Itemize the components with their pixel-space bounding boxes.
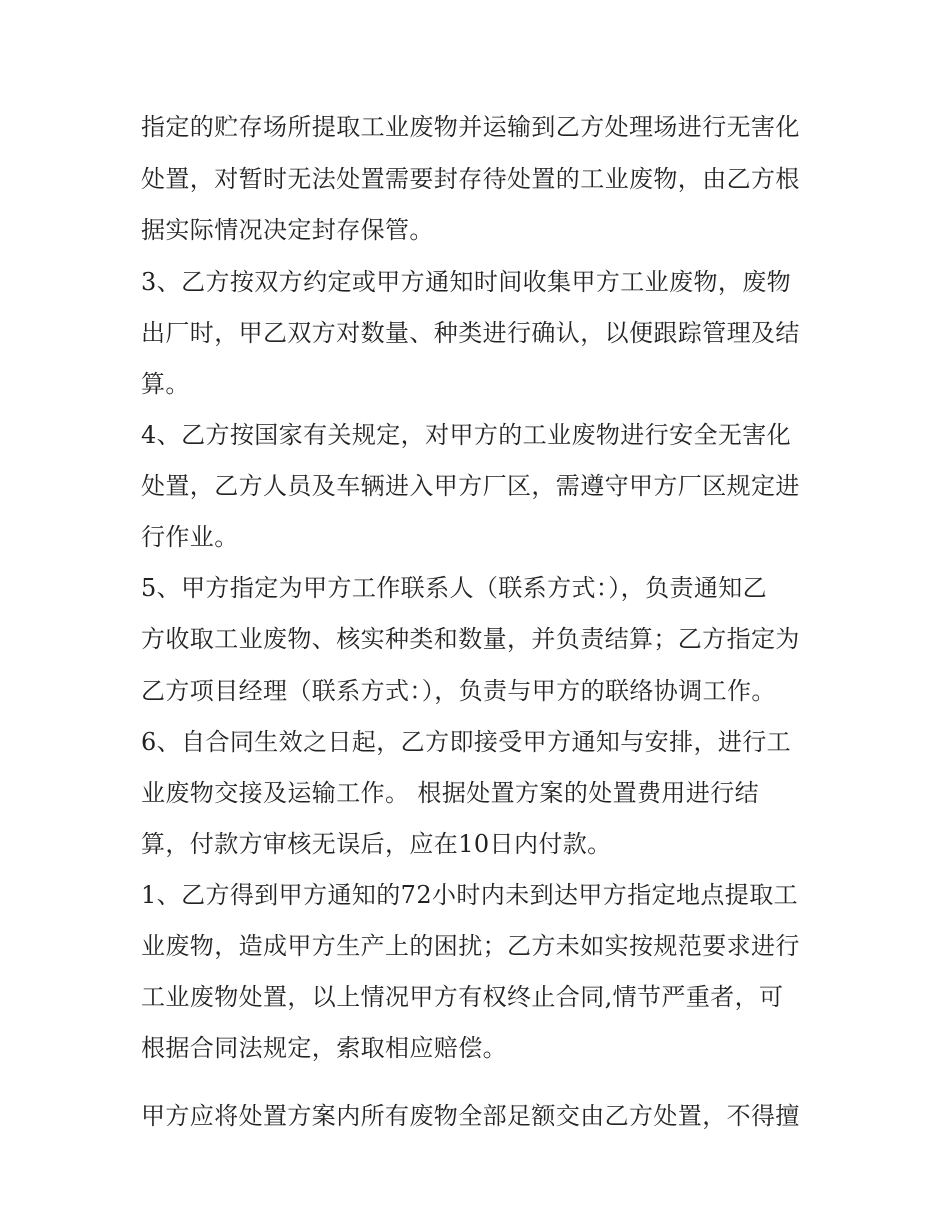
text-line: 指定的贮存场所提取工业废物并运输到乙方处理场进行无害化 [141, 113, 800, 141]
text-line: 甲方应将处置方案内所有废物全部足额交由乙方处置，不得擅 [141, 1102, 800, 1130]
text-line: 处置，对暂时无法处置需要封存待处置的工业废物，由乙方根 [141, 165, 800, 193]
text-line: 出厂时，甲乙双方对数量、种类进行确认，以便跟踪管理及结 [141, 319, 800, 347]
text-line: 乙方项目经理（联系方式：），负责与甲方的联络协调工作。 [141, 677, 776, 705]
text-line: 据实际情况决定封存保管。 [141, 216, 434, 244]
text-line: 工业废物处置，以上情况甲方有权终止合同,情节严重者，可 [141, 983, 784, 1011]
text-line: 算，付款方审核无误后，应在10日内付款。 [141, 830, 612, 858]
text-line: 行作业。 [141, 523, 239, 551]
text-line: 业废物，造成甲方生产上的困扰；乙方未如实按规范要求进行 [141, 932, 800, 960]
text-line: 1、乙方得到甲方通知的72小时内未到达甲方指定地点提取工 [141, 881, 799, 909]
text-line: 6、自合同生效之日起，乙方即接受甲方通知与安排，进行工 [141, 728, 792, 756]
text-line: 根据合同法规定，索取相应赔偿。 [141, 1034, 507, 1062]
text-line: 5、甲方指定为甲方工作联系人（联系方式：），负责通知乙 [141, 574, 768, 602]
text-line: 处置，乙方人员及车辆进入甲方厂区，需遵守甲方厂区规定进 [141, 472, 800, 500]
text-line: 3、乙方按双方约定或甲方通知时间收集甲方工业废物，废物 [141, 268, 792, 296]
text-line: 方收取工业废物、核实种类和数量，并负责结算；乙方指定为 [141, 625, 800, 653]
text-line: 4、乙方按国家有关规定，对甲方的工业废物进行安全无害化 [141, 421, 792, 449]
text-line: 算。 [141, 370, 190, 398]
text-line: 业废物交接及运输工作。 根据处置方案的处置费用进行结 [141, 779, 760, 807]
